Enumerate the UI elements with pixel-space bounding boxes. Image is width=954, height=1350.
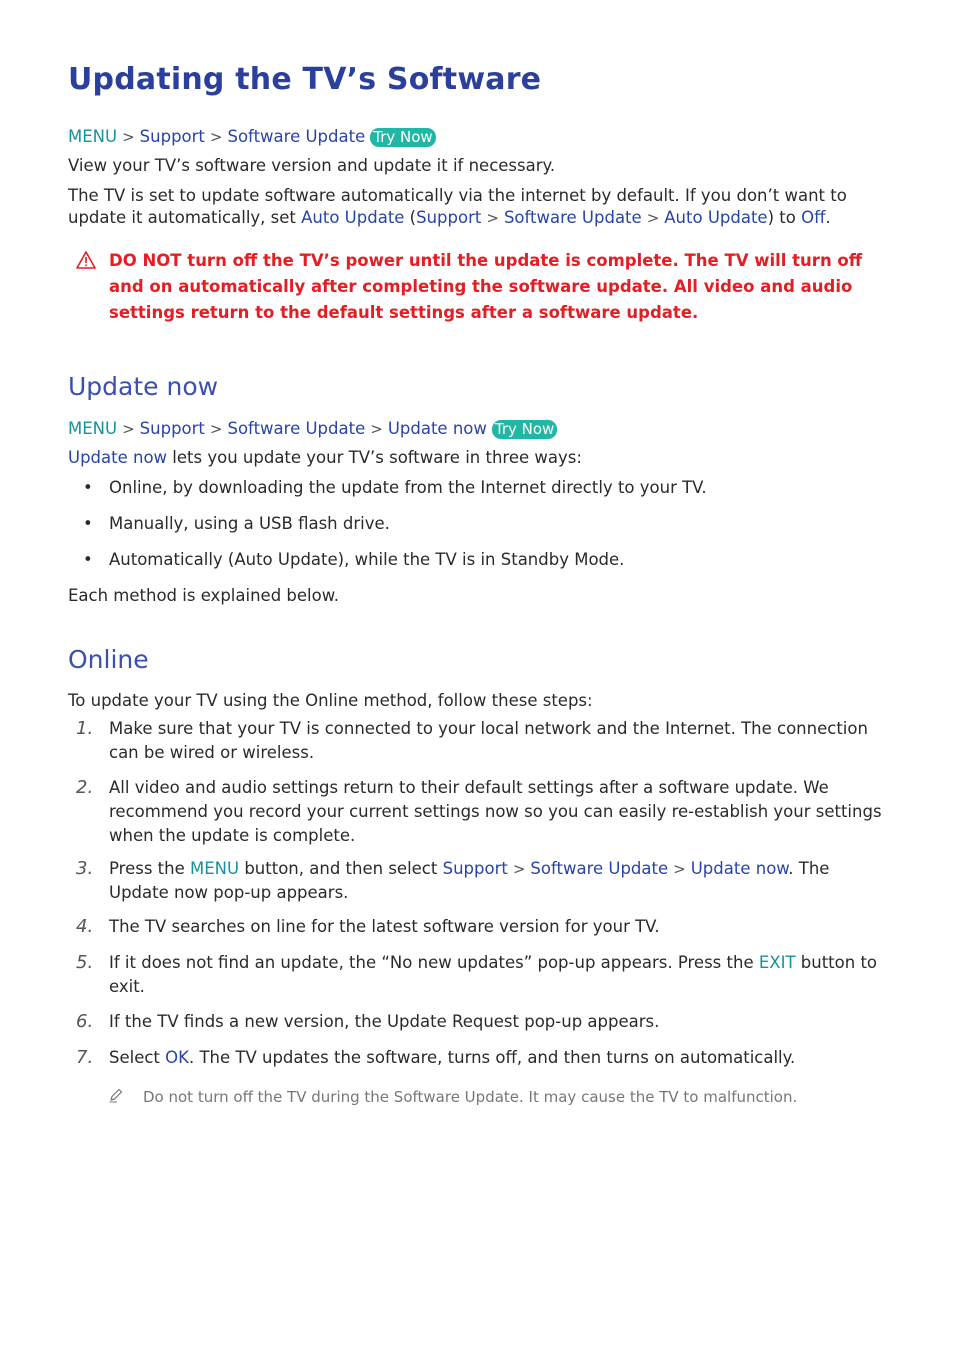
support-key: Support [139, 127, 205, 146]
chevron-right-icon: > [486, 209, 499, 227]
chevron-right-icon: > [673, 860, 686, 878]
menu-key: MENU [190, 859, 240, 878]
step-6 [68, 1010, 886, 1034]
page-title: Updating the TV’s Software [68, 62, 542, 97]
step-number: 4. [76, 916, 94, 937]
step-number: 1. [76, 718, 94, 739]
menu-key: MENU [68, 127, 118, 146]
closing-text: Each method is explained below. [68, 586, 339, 605]
step-text [109, 857, 886, 905]
software-update-key: Software Update [227, 127, 366, 146]
software-update-key: Software Update [227, 419, 366, 438]
update-now-key: Update now [68, 448, 168, 467]
step-number: 6. [76, 1011, 94, 1032]
step-text-part: . The TV updates the software, turns off, and then turns on automatically. [188, 1048, 796, 1067]
menu-path-software-update [68, 126, 436, 148]
step-text-part: If it does not find an update, the “No new updates” pop-up appears. Press the [109, 953, 759, 972]
warning-box [68, 248, 886, 326]
step-2 [68, 776, 886, 848]
warning-text: DO NOT turn off the TV’s power until the update is complete. The TV will turn off and on automatically after completing the software update. All video and audio settings return to the default settings after a software update. [109, 251, 863, 322]
update-now-key: Update now [690, 859, 789, 878]
auto-para-text-4: . [825, 208, 831, 227]
step-3 [68, 857, 886, 905]
step-text: Make sure that your TV is connected to your local network and the Internet. The connection can be wired or wireless. [109, 719, 868, 762]
step-number: 3. [76, 858, 94, 879]
step-number: 2. [76, 777, 94, 798]
list-item-text: Manually, using a USB flash drive. [109, 514, 390, 533]
note-text: Do not turn off the TV during the Software Update. It may cause the TV to malfunction. [143, 1088, 798, 1106]
step-number: 7. [76, 1047, 94, 1068]
step-text: All video and audio settings return to their default settings after a software update. We recommend you record your current settings now so you can easily re-establish your settings when the update is complete. [109, 778, 882, 845]
step-5 [68, 951, 886, 999]
step-text [109, 1046, 886, 1070]
chevron-right-icon: > [512, 860, 526, 878]
chevron-right-icon: > [370, 420, 383, 438]
note [108, 1086, 797, 1108]
support-key: Support [416, 208, 482, 227]
chevron-right-icon: > [122, 420, 135, 438]
online-lead: To update your TV using the Online method, follow these steps: [68, 691, 593, 710]
auto-update-key: Auto Update [301, 208, 405, 227]
warning-triangle-icon [76, 250, 96, 270]
step-7 [68, 1046, 886, 1070]
auto-para-text-1: The TV is set to update software automatically via the internet by default. If you don’t want to update it automatically, set [68, 186, 847, 227]
try-now-button[interactable]: Try Now [370, 128, 435, 147]
step-text: If the TV finds a new version, the Update Request pop-up appears. [109, 1012, 660, 1031]
step-text-part: button, and then select [239, 859, 443, 878]
step-text-part: Press the [109, 859, 190, 878]
step-4 [68, 915, 886, 939]
step-text: The TV searches on line for the latest software version for your TV. [109, 917, 660, 936]
step-text-part: . The Update now pop-up appears. [109, 859, 830, 902]
off-key: Off [801, 208, 826, 227]
bullet-icon: • [83, 478, 93, 497]
bullet-icon: • [83, 550, 93, 569]
chevron-right-icon: > [646, 209, 660, 227]
step-text-part: Select [109, 1048, 166, 1067]
support-key: Support [139, 419, 205, 438]
update-now-lead-text: lets you update your TV’s software in three ways: [167, 448, 582, 467]
software-update-key: Software Update [530, 859, 669, 878]
menu-path-update-now [68, 418, 557, 440]
exit-key: EXIT [758, 953, 796, 972]
auto-update-key: Auto Update [664, 208, 768, 227]
section-heading-online: Online [68, 645, 149, 674]
try-now-button[interactable]: Try Now [492, 420, 557, 439]
step-1 [68, 717, 886, 765]
step-text [109, 951, 886, 999]
chevron-right-icon: > [209, 420, 223, 438]
ok-key: OK [165, 1048, 189, 1067]
intro-text: View your TV’s software version and update it if necessary. [68, 156, 556, 175]
step-text-part: button to exit. [109, 953, 878, 996]
update-now-key: Update now [387, 419, 487, 438]
list-item-text: Online, by downloading the update from the Internet directly to your TV. [109, 478, 707, 497]
pencil-note-icon [108, 1087, 124, 1103]
support-key: Support [442, 859, 508, 878]
menu-key: MENU [68, 419, 118, 438]
update-now-lead [68, 447, 582, 469]
chevron-right-icon: > [122, 128, 135, 146]
auto-update-paragraph [68, 185, 886, 229]
step-number: 5. [76, 952, 94, 973]
section-heading-update-now: Update now [68, 372, 219, 401]
chevron-right-icon: > [209, 128, 223, 146]
auto-para-text-3: ) to [767, 208, 802, 227]
software-update-key: Software Update [503, 208, 642, 227]
auto-para-text-2: ( [404, 208, 417, 227]
list-item-text: Automatically (Auto Update), while the TV is in Standby Mode. [109, 550, 625, 569]
bullet-icon: • [83, 514, 93, 533]
